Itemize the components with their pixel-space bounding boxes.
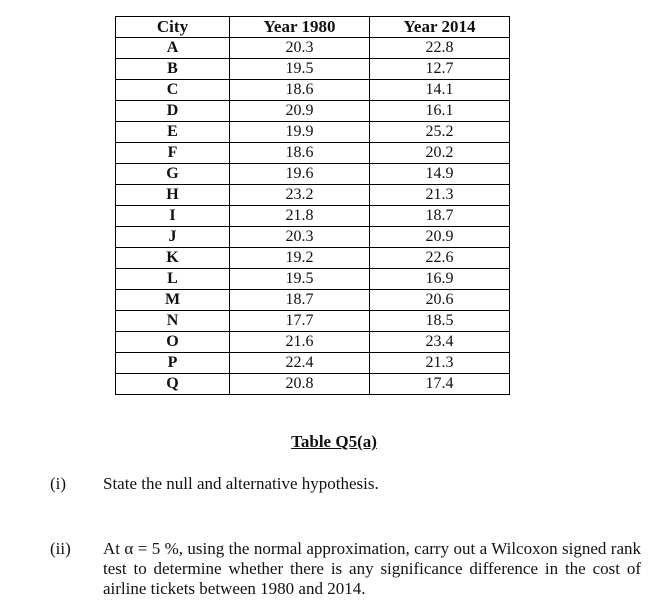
cell-city: L [116, 269, 230, 290]
table-row [116, 248, 510, 269]
cell-year-2014: 20.9 [370, 227, 510, 248]
cell-year-1980: 18.6 [230, 143, 370, 164]
cell-year-1980: 22.4 [230, 353, 370, 374]
cell-year-2014: 17.4 [370, 374, 510, 395]
table-row [116, 374, 510, 395]
cell-year-1980: 20.3 [230, 227, 370, 248]
column-header-city: City [116, 17, 230, 38]
cell-year-2014: 22.6 [370, 248, 510, 269]
cell-year-2014: 12.7 [370, 59, 510, 80]
column-header-year-1980: Year 1980 [230, 17, 370, 38]
table-row [116, 122, 510, 143]
cell-city: A [116, 38, 230, 59]
question-label: (ii) [50, 539, 71, 558]
table-row [116, 311, 510, 332]
cell-city: F [116, 143, 230, 164]
cell-year-2014: 14.9 [370, 164, 510, 185]
cell-city: E [116, 122, 230, 143]
cell-city: I [116, 206, 230, 227]
cell-year-1980: 19.2 [230, 248, 370, 269]
cell-year-1980: 21.8 [230, 206, 370, 227]
cell-year-1980: 20.8 [230, 374, 370, 395]
cell-year-2014: 25.2 [370, 122, 510, 143]
table-row [116, 101, 510, 122]
cell-city: Q [116, 374, 230, 395]
table-row [116, 206, 510, 227]
cell-year-1980: 23.2 [230, 185, 370, 206]
table-row [116, 332, 510, 353]
table-row [116, 143, 510, 164]
cell-year-1980: 19.5 [230, 59, 370, 80]
cell-year-2014: 20.6 [370, 290, 510, 311]
table-row [116, 185, 510, 206]
cell-city: D [116, 101, 230, 122]
cell-year-2014: 18.5 [370, 311, 510, 332]
table-row [116, 38, 510, 59]
cell-city: O [116, 332, 230, 353]
column-header-year-2014: Year 2014 [370, 17, 510, 38]
cell-year-2014: 22.8 [370, 38, 510, 59]
cell-city: C [116, 80, 230, 101]
cell-year-1980: 19.9 [230, 122, 370, 143]
cell-city: P [116, 353, 230, 374]
cell-year-2014: 16.9 [370, 269, 510, 290]
table-row [116, 353, 510, 374]
table-row [116, 227, 510, 248]
table-header-row [116, 17, 510, 38]
table-row [116, 80, 510, 101]
cell-year-2014: 18.7 [370, 206, 510, 227]
cell-city: G [116, 164, 230, 185]
cell-year-1980: 20.9 [230, 101, 370, 122]
cell-year-1980: 18.6 [230, 80, 370, 101]
cell-city: J [116, 227, 230, 248]
cell-year-1980: 18.7 [230, 290, 370, 311]
cell-year-2014: 23.4 [370, 332, 510, 353]
cell-city: H [116, 185, 230, 206]
cell-year-2014: 16.1 [370, 101, 510, 122]
cell-year-2014: 21.3 [370, 353, 510, 374]
cell-year-1980: 19.5 [230, 269, 370, 290]
question-text: At α = 5 %, using the normal approximation, carry out a Wilcoxon signed rank test to determine whether there is any significance difference in the cost of airline tickets between 1980 and 2014. [103, 539, 641, 598]
cell-city: B [116, 59, 230, 80]
cell-city: M [116, 290, 230, 311]
cell-year-2014: 14.1 [370, 80, 510, 101]
cell-year-1980: 21.6 [230, 332, 370, 353]
table-caption: Table Q5(a) [291, 432, 377, 451]
data-table [115, 16, 510, 395]
cell-year-1980: 20.3 [230, 38, 370, 59]
table-row [116, 290, 510, 311]
cell-year-1980: 17.7 [230, 311, 370, 332]
cell-year-2014: 20.2 [370, 143, 510, 164]
table-row [116, 164, 510, 185]
cell-year-2014: 21.3 [370, 185, 510, 206]
question-text: State the null and alternative hypothesis. [103, 474, 379, 493]
cell-city: K [116, 248, 230, 269]
cell-year-1980: 19.6 [230, 164, 370, 185]
table-row [116, 59, 510, 80]
cell-city: N [116, 311, 230, 332]
question-label: (i) [50, 474, 67, 493]
table-body [116, 38, 510, 395]
table-row [116, 269, 510, 290]
